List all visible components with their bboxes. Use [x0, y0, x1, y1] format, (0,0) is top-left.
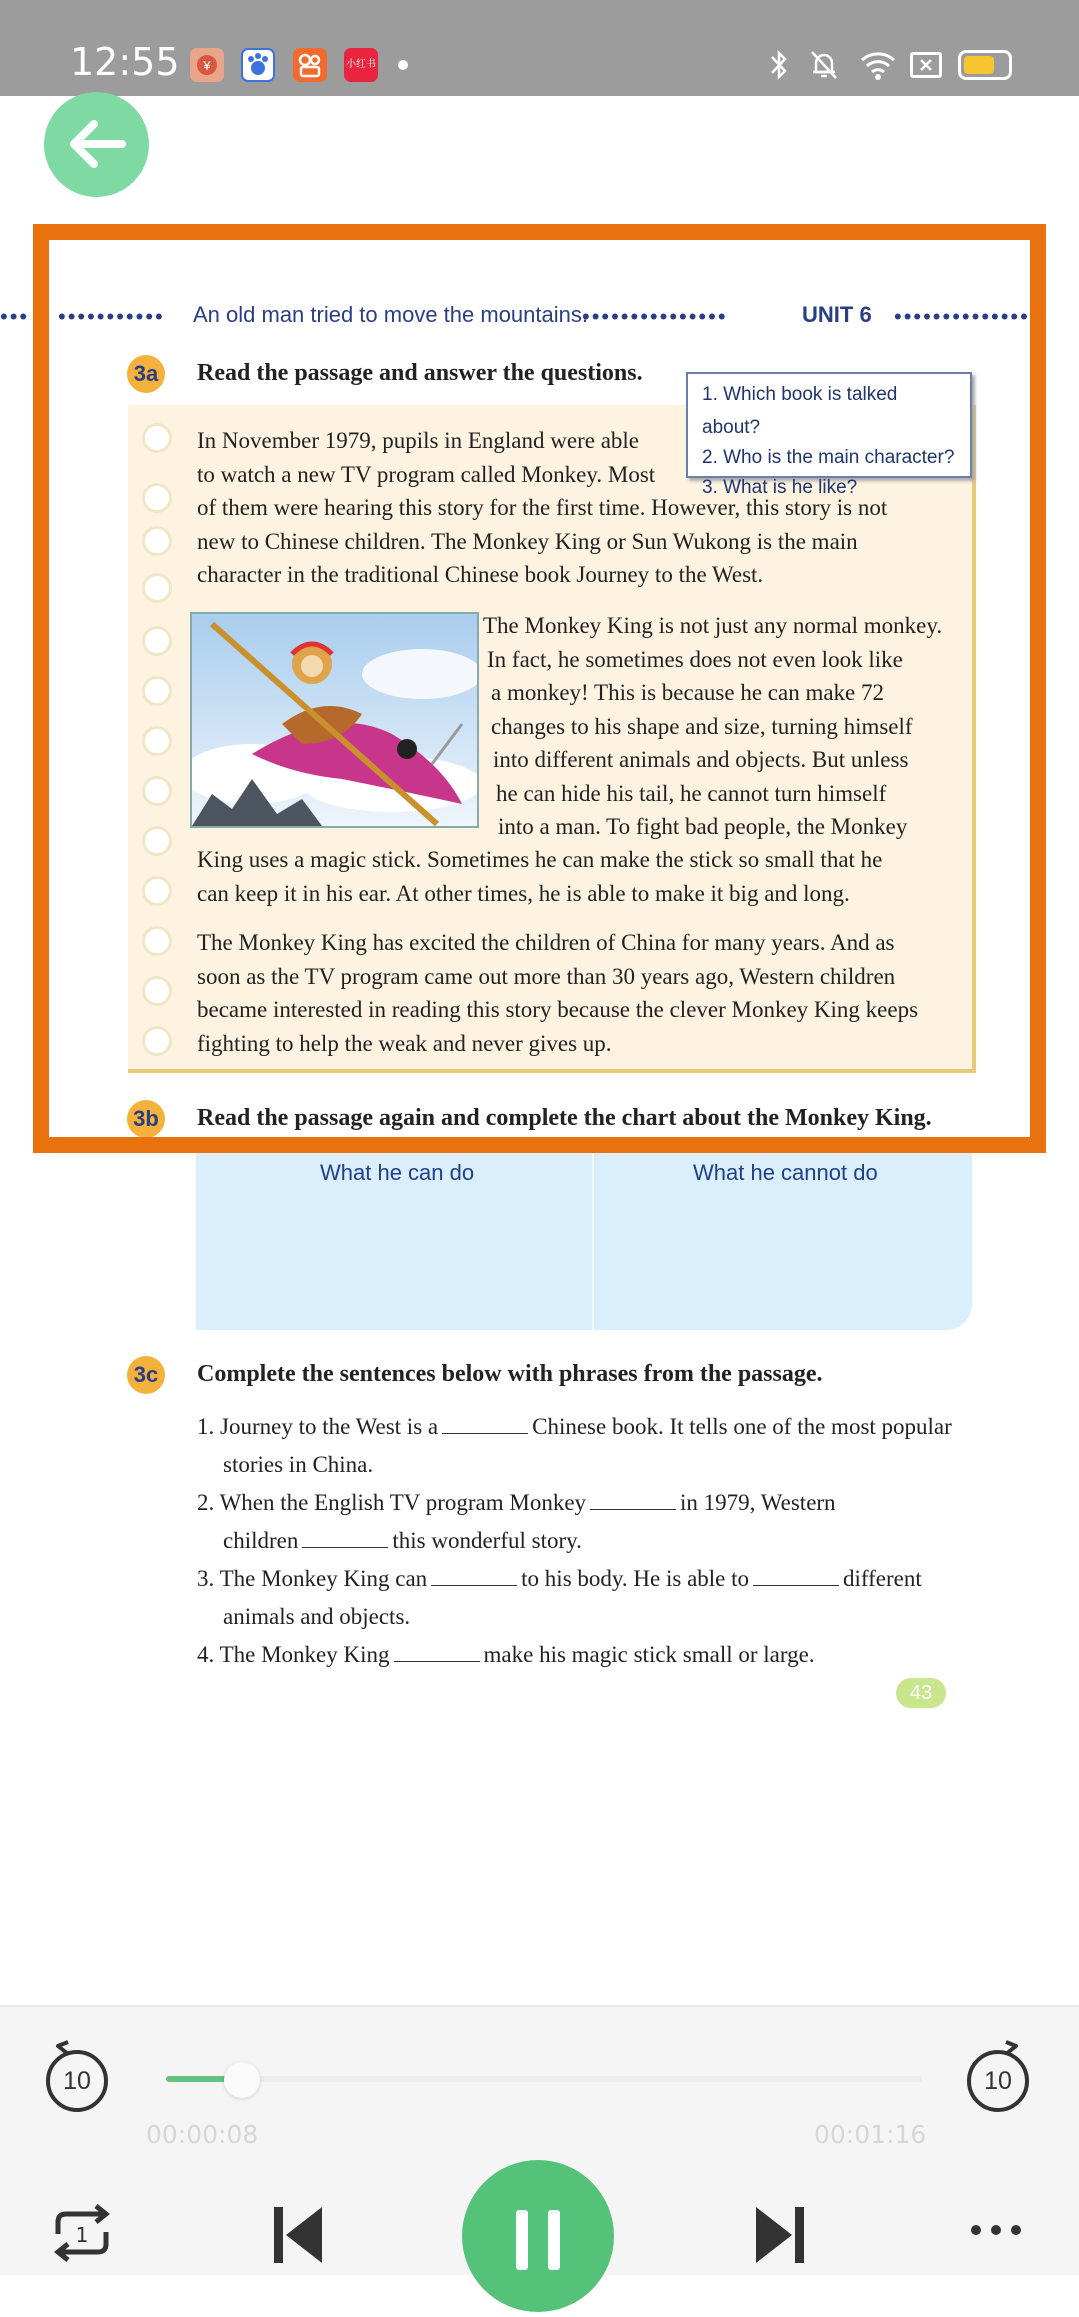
- kuaishou-icon: [293, 48, 327, 82]
- repeat-one-icon: [46, 2200, 118, 2266]
- sentence-3: 3. The Monkey King can to his body. He is able to different: [197, 1566, 922, 1591]
- answer-blank[interactable]: [394, 1660, 480, 1662]
- pause-icon: [462, 2160, 614, 2312]
- back-button[interactable]: [44, 92, 149, 197]
- highlight-frame: [33, 224, 1046, 1153]
- previous-track-button[interactable]: [270, 2205, 326, 2270]
- skip-next-icon: [752, 2205, 808, 2265]
- more-notifications-dot-icon: [398, 60, 408, 70]
- bluetooth-icon: [768, 48, 790, 87]
- answer-blank[interactable]: [442, 1432, 528, 1434]
- forward-arrow-icon: [1000, 2040, 1024, 2065]
- battery-icon: [958, 50, 1012, 80]
- question-2: 2. Who is the main character?: [702, 447, 955, 468]
- sentence-2: 2. When the English TV program Monkey in 1979, Western: [197, 1490, 836, 1515]
- sentence-1: 1. Journey to the West is a Chinese book. It tells one of the most popular: [197, 1414, 952, 1439]
- chart-column-cannot-do: What he cannot do: [693, 1160, 878, 1185]
- progress-bar[interactable]: [166, 2076, 922, 2082]
- section-badge-3c: 3c: [127, 1356, 165, 1394]
- chart-column-can-do: What he can do: [320, 1160, 475, 1185]
- wifi-icon: [858, 48, 898, 87]
- app-notification-icon: [190, 48, 224, 82]
- status-time: 12:55: [70, 40, 180, 84]
- more-options-button[interactable]: [970, 2222, 1022, 2243]
- rewind-10-button[interactable]: 10: [46, 2050, 108, 2112]
- forward-10-button[interactable]: 10: [967, 2050, 1029, 2112]
- section-3b-heading: Read the passage again and complete the chart about the Monkey King.: [197, 1105, 932, 1131]
- section-badge-3b: 3b: [127, 1100, 165, 1138]
- progress-handle[interactable]: [224, 2062, 260, 2098]
- chart-divider: [592, 1148, 594, 1330]
- xiaohongshu-icon: 小红书: [344, 48, 378, 82]
- repeat-one-button[interactable]: [46, 2200, 118, 2266]
- answer-blank[interactable]: [590, 1508, 676, 1510]
- screen-icon: [910, 52, 942, 78]
- section-3c-heading: Complete the sentences below with phrases from the passage.: [197, 1361, 823, 1387]
- pause-button[interactable]: [462, 2160, 614, 2312]
- mute-bell-icon: [808, 48, 840, 87]
- passage-paragraph-1: In November 1979, pupils in England were able to watch a new TV program called Monkey. Most of them were hearing this story for the first time. However, this story is not new to Chinese children. The Monkey King or Sun Wukong is the main character in the traditional Chinese book Journey to the West.: [197, 428, 888, 587]
- unit-subtitle: An old man tried to move the mountains.: [193, 302, 588, 327]
- more-dots-icon: [970, 2222, 1022, 2238]
- question-1: 1. Which book is talked about?: [702, 384, 898, 438]
- svg-text:1: 1: [75, 2223, 89, 2247]
- unit-header: ••• ••••••••••• An old man tried to move the mountains. ••••••••••••••• UNIT 6 ••••••••••••••: [0, 302, 1030, 329]
- baidu-icon: [241, 48, 275, 82]
- elapsed-time: 00:00:08: [146, 2120, 259, 2149]
- passage-paragraph-2: The Monkey King is not just any normal monkey. In fact, he sometimes does not even look like a monkey! This is because he can make 72 changes to his shape and size, turning himself into different animals and objects. But unless he can hide his tail, he cannot turn himself into a man. To fight bad people, the Monkey: [483, 613, 943, 839]
- next-track-button[interactable]: [752, 2205, 808, 2270]
- sentence-4: 4. The Monkey King make his magic stick small or large.: [197, 1642, 815, 1667]
- svg-text:¥: ¥: [203, 58, 211, 73]
- passage-paragraph-2-continued: King uses a magic stick. Sometimes he can make the stick so small that he can keep it in his ear. At other times, he is able to make it big and long.: [197, 847, 883, 906]
- answer-blank[interactable]: [431, 1584, 517, 1586]
- rewind-arrow-icon: [50, 2040, 74, 2065]
- answer-blank[interactable]: [753, 1584, 839, 1586]
- section-3a-heading: Read the passage and answer the questions.: [197, 360, 643, 386]
- page-number: 43: [896, 1678, 946, 1708]
- sentence-list: 1. Journey to the West is a Chinese book. It tells one of the most popular stories in China. 2. When the English TV program Monkey in 1979, Western children this wonderful story. 3. The Monkey King can to his body. He is able to different animals and objects. 4. The Monkey King make his magic stick small or large.: [197, 1408, 952, 1674]
- answer-blank[interactable]: [302, 1546, 388, 1548]
- total-time: 00:01:16: [814, 2120, 927, 2149]
- arrow-left-icon: [44, 92, 149, 197]
- skip-previous-icon: [270, 2205, 326, 2265]
- question-3: 3. What is he like?: [702, 477, 858, 498]
- section-badge-3a: 3a: [127, 355, 165, 393]
- passage-paragraph-3: The Monkey King has excited the children of China for many years. And as soon as the TV program came out more than 30 years ago, Western children became interested in reading this story because the clever Monkey King keeps fighting to help the weak and never gives up.: [197, 930, 919, 1056]
- unit-label: UNIT 6: [802, 302, 872, 327]
